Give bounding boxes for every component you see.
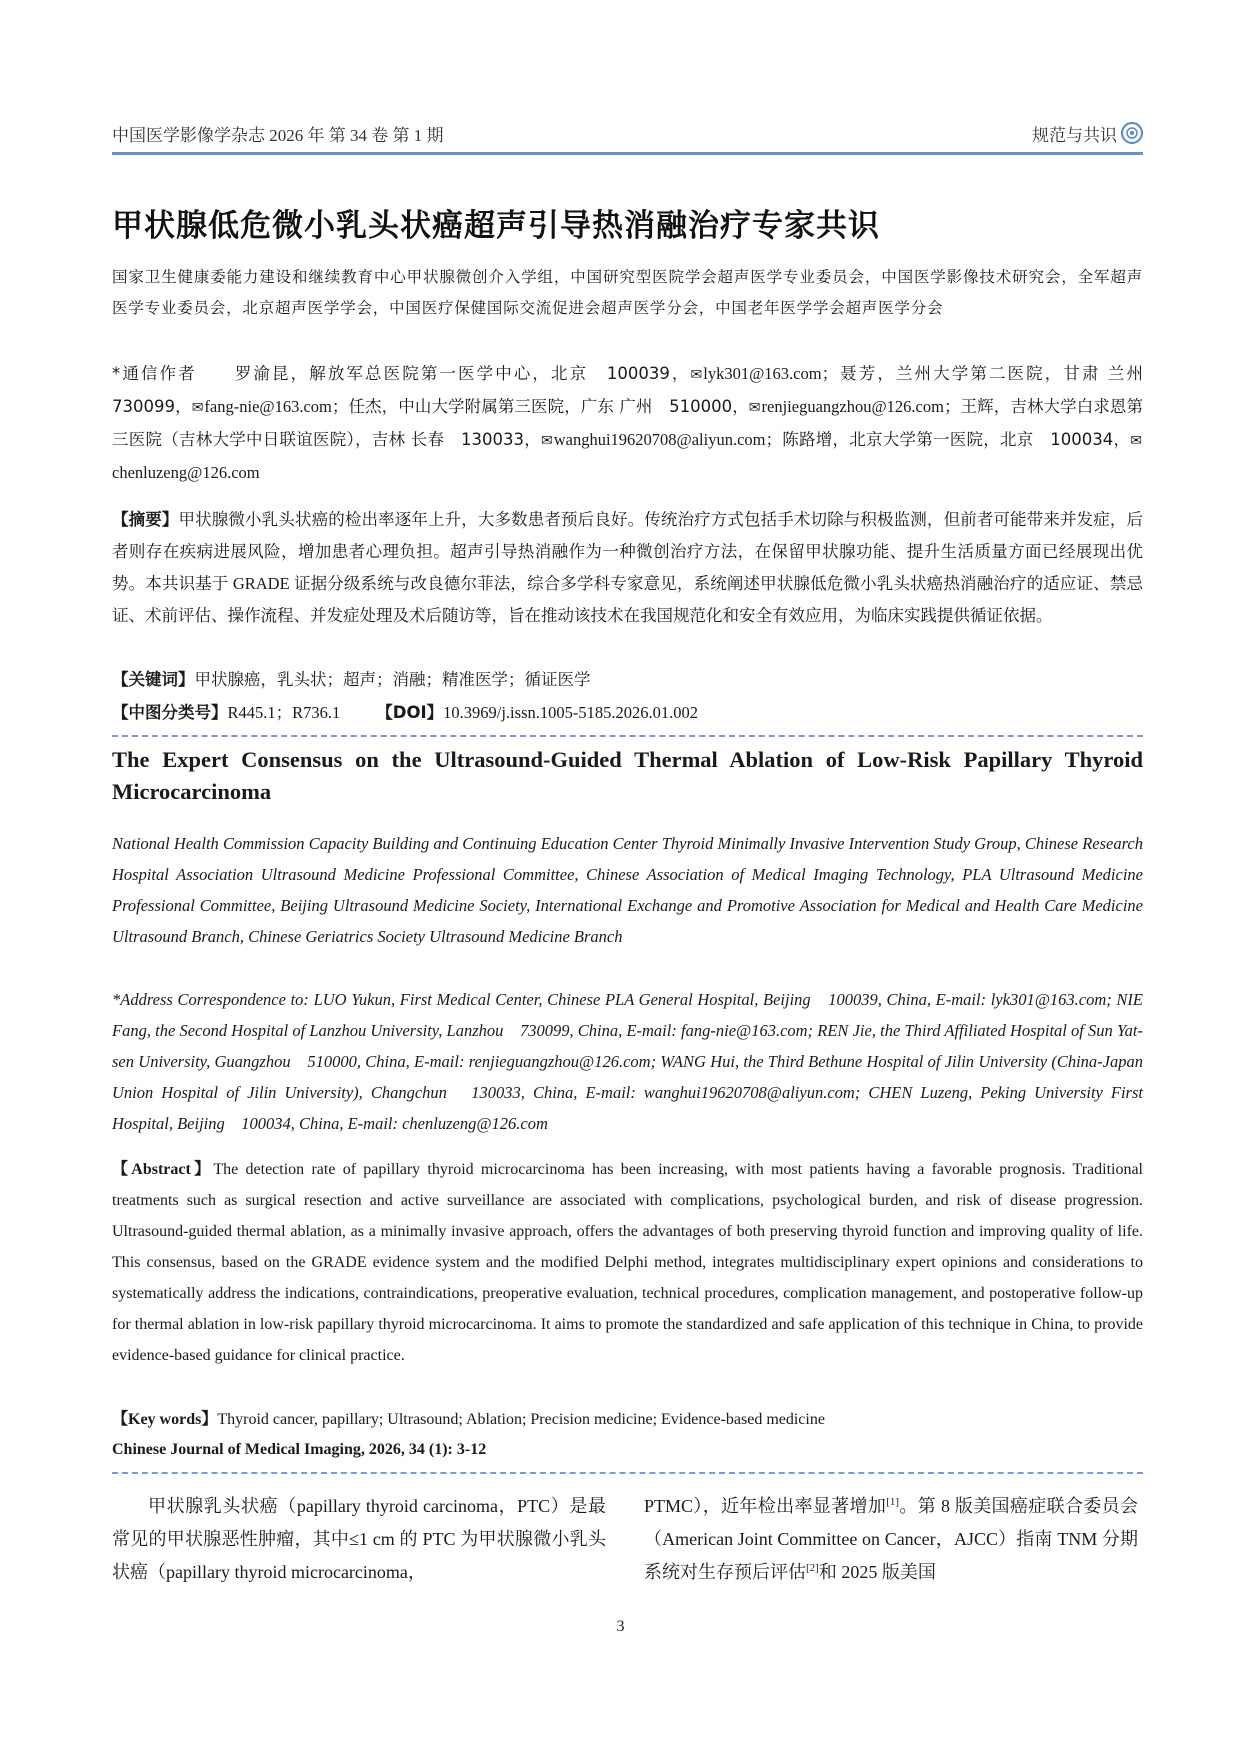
email-link-1[interactable]: lyk301@163.com [703,364,822,383]
email-link-3[interactable]: renjieguangzhou@126.com [761,397,944,416]
clc-value: R445.1；R736.1 [227,703,341,722]
body-text-part-1: PTMC），近年检出率显著增加 [644,1496,887,1516]
keywords-text-en: Thyroid cancer, papillary; Ultrasound; Ablation; Precision medicine; Evidence-based medicine [217,1411,825,1428]
email-icon: ✉ [748,401,761,416]
email-icon: ✉ [540,434,553,449]
corr-author-5: ；陈路增，北京大学第一医院，北京 100034， [765,430,1131,449]
abstract-text-cn: 甲状腺微小乳头状癌的检出率逐年上升，大多数患者预后良好。传统治疗方式包括手术切除与积极监测，但前者可能带来并发症，后者则存在疾病进展风险，增加患者心理负担。超声引导热消融作为一种微创治疗方法，在保留甲状腺功能、提升生活质量方面已经展现出优势。本共识基于 GRADE 证据分级系统与改良德尔菲法，综合多学科专家意见，系统阐述甲状腺低危微小乳头状癌热消融治疗的适应证、禁忌证、术前评估、操作流程、并发症处理及术后随访等，旨在推动该技术在我国规范化和安全有效应用，为临床实践提供循证依据。 [112,510,1144,625]
section-label: 规范与共识 [1032,125,1117,145]
email-link-5[interactable]: chenluzeng@126.com [112,463,260,482]
corr-author-1: 罗渝昆，解放军总医院第一医学中心，北京 100039， [232,364,691,383]
corr-author-2: ；聂芳，兰州大学第二医院，甘肃 兰州 730099， [112,364,1160,416]
abstract-label-cn: 【摘要】 [112,510,179,529]
article-title-en: The Expert Consensus on the Ultrasound-Guided Thermal Ablation of Low-Risk Papillary Thyroid Microcarcinoma [112,747,1143,804]
corr-label-cn: *通信作者 [112,364,197,383]
doi-value[interactable]: 10.3969/j.issn.1005-5185.2026.01.002 [443,703,698,722]
body-divider [112,1472,1143,1474]
running-header [112,118,1143,148]
keywords-en [112,1404,1143,1435]
section-divider [112,735,1143,737]
journal-issue: 中国医学影像学杂志 2026 年 第 34 卷 第 1 期 [112,125,444,145]
email-link-4[interactable]: wanghui19620708@aliyun.com [553,430,766,449]
email-icon: ✉ [191,401,204,416]
page-number: 3 [616,1618,625,1635]
citation-line: Chinese Journal of Medical Imaging, 2026, 34 (1): 3-12 [112,1441,487,1458]
abstract-cn [112,504,1143,632]
citation-ref-1[interactable]: [1] [886,1496,900,1508]
keywords-label-en: 【Key words】 [112,1411,218,1428]
email-link-2[interactable]: fang-nie@163.com [204,397,332,416]
email-icon: ✉ [1130,434,1142,449]
affiliation-en: National Health Commission Capacity Building and Continuing Education Center Thyroid Minimally Invasive Intervention Study Group, Chinese Research Hospital Association Ultrasound Medicine Professional Committee, Chinese Association of Medical Imaging Technology, PLA Ultrasound Medicine Professional Committee, Beijing Ultrasound Medicine Society, International Exchange and Promotive Association for Medical and Health Care Medicine Ultrasound Branch, Chinese Geriatrics Society Ultrasound Medicine Branch [112,834,1143,946]
correspondence-cn [112,358,1160,488]
affiliation-cn: 国家卫生健康委能力建设和继续教育中心甲状腺微创介入学组，中国研究型医院学会超声医学专业委员会，中国医学影像技术研究会，全军超声医学专业委员会，北京超声医学学会，中国医疗保健国际交流促进会超声医学分会，中国老年医学学会超声医学分会 [112,268,1143,317]
corr-author-4: ；王辉，吉林大学白求恩第三医院（吉林大学中日联谊医院），吉林 长春 130033， [112,397,1144,449]
correspondence-en: *Address Correspondence to: LUO Yukun, First Medical Center, Chinese PLA General Hospital, Beijing 100039, China, E-mail: lyk301@163.com; NIE Fang, the Second Hospital of Lanzhou University, Lanzhou 730099, China, E-mail: fang-nie@163.com; REN Jie, the Third Affiliated Hospital of Sun Yat-sen University, Guangzhou 510000, China, E-mail: renjieguangzhou@126.com; WANG Hui, the Third Bethune Hospital of Jilin University (China-Japan Union Hospital of Jilin University), Changchun 130033, China, E-mail: wanghui19620708@aliyun.com; CHEN Luzeng, Peking University First Hospital, Beijing 100034, China, E-mail: chenluzeng@126.com [112,990,1143,1133]
abstract-label-en: 【Abstract】 [112,1161,214,1178]
citation-ref-2[interactable]: [2] [806,1562,819,1574]
email-icon: ✉ [690,368,703,383]
journal-logo-icon [1121,122,1143,144]
keywords-cn [112,664,1143,696]
abstract-en [112,1154,1143,1371]
clc-label: 【中图分类号】 [112,703,228,722]
abstract-text-en: The detection rate of papillary thyroid microcarcinoma has been increasing, with most patients having a favorable prognosis. Traditional treatments such as surgical resection and active surveillance are associated with complications, psychological burden, and risk of disease progression. Ultrasound-guided thermal ablation, as a minimally invasive approach, offers the advantages of both preserving thyroid function and improving quality of life. This consensus, based on the GRADE evidence system and the modified Delphi method, integrates multidisciplinary expert opinions and considerations to systematically address the indications, contraindications, preoperative evaluation, technical procedures, complication management, and postoperative follow-up for thermal ablation in low-risk papillary thyroid microcarcinoma. It aims to promote the standardized and safe application of this technique in China, to provide evidence-based guidance for clinical practice. [112,1161,1143,1364]
body-column-left: 甲状腺乳头状癌（papillary thyroid carcinoma，PTC）是最常见的甲状腺恶性肿瘤，其中≤1 cm 的 PTC 为甲状腺微小乳头状癌（papillary thyroid microcarcinoma， [112,1496,606,1582]
corr-author-3: ；任杰，中山大学附属第三医院，广东 广州 510000， [331,397,749,416]
doi-label: 【DOI】 [376,703,444,722]
body-column-right [644,1490,1138,1589]
section-tag [1032,121,1143,146]
keywords-text-cn: 甲状腺癌，乳头状；超声；消融；精准医学；循证医学 [194,670,591,689]
keywords-label-cn: 【关键词】 [112,670,195,689]
logo-mark-icon [1125,126,1139,140]
classification-line [112,697,1143,729]
article-title-cn: 甲状腺低危微小乳头状癌超声引导热消融治疗专家共识 [112,208,880,244]
body-text-part-3: 和 2025 版美国 [818,1562,936,1582]
body-text-part-2: 。第 8 版美国癌症联合委员会（American Joint Committee on Cancer，AJCC）指南 TNM 分期系统对生存预后评估 [644,1496,1139,1582]
header-divider [112,152,1143,155]
